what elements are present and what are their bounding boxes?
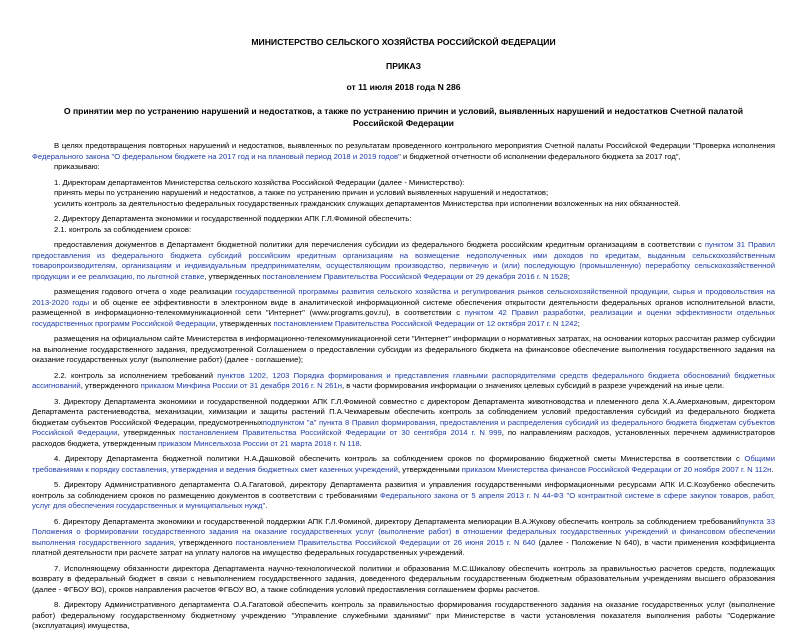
document-link[interactable]: приказом Минфина России от 31 декабря 2016 г. N 261н xyxy=(140,381,342,390)
paragraph-text: , утвержденного xyxy=(173,537,236,547)
document-link[interactable]: приказом Министерства финансов Российской Федерации от 20 ноября 2007 г. N 112н xyxy=(461,464,772,474)
paragraph xyxy=(32,371,775,392)
paragraph-text: ; xyxy=(577,318,580,328)
paragraph-text: приказываю: xyxy=(54,162,100,171)
paragraph-text: предоставления документов в Департамент бюджетной политики для перечисления субсидии из федерального бюджета российским кредитным организациям в соответствии с xyxy=(54,240,705,249)
document-link[interactable]: постановлением Правительства Российской Федерации от 29 декабря 2016 г. N 1528 xyxy=(262,271,568,281)
paragraph-text: , утвержденных xyxy=(117,428,180,437)
document-link[interactable]: пункта 33 Положения о формировании государственного задания на оказание государственных услуг (выполнение работ) в отношении федеральных государственных учреждений и финансовом обеспечении выполнения государственного задания xyxy=(32,516,775,547)
paragraph xyxy=(32,397,775,450)
paragraph-text: 7. Исполняющему обязанности директора Департамента научно-технологической политики и образования М.С.Шикалову обеспечить контроль за правильностью расчетов средств, подлежащих возврату в федеральный бюджет в связи с невыполнением государственного задания, доведенного федеральным государственным бюджетным образовательным учреждениям высшего образования (далее - ФГБОУ ВО), сроков направления расчетов ФГБОУ ВО, а также соблюдения условий предоставления соглашением формы расчетов. xyxy=(32,563,775,594)
paragraph-text: размещения годового отчета о ходе реализации xyxy=(54,287,236,296)
document-link[interactable]: пунктом 31 Правил предоставления из федерального бюджета субсидий российским кредитным организациям на возмещение недополученных ими доходов по кредитам, выданным сельскохозяйственным товаропроизводителям, организациям и индивидуальным предпринимателям, осуществляющим производство, первичную и (или) последующую (промышленную) переработку сельскохозяйственной продукции и ее реализацию, по льготной ставке xyxy=(32,240,775,281)
paragraph xyxy=(32,334,775,366)
paragraph-text: усилить контроль за деятельностью федеральных государственных гражданских служащих департаментов Министерства при исполнении возложенных на них обязанностей. xyxy=(54,198,681,208)
paragraph xyxy=(32,517,775,559)
paragraph-text: (далее - Положение N 640), в части применения коэффициента платной деятельности при расчете затрат на уплату налогов на имущество федеральных государственных учреждений. xyxy=(32,537,775,557)
paragraph xyxy=(32,225,775,236)
paragraph-text: и об оценке ее эффективности в электронном виде в аналитической информационной системе обеспечения открытости деятельности федеральных органов исполнительной власти, размещенной в информационно-телекоммуникационной сети "Интернет" (www.programs.gov.ru), в соответствии с xyxy=(32,297,776,317)
document-link[interactable]: Федерального закона "О федеральном бюджете на 2017 год и на плановый период 2018 и 2019 годов" xyxy=(32,151,401,161)
document-link[interactable]: постановлением Правительства Российской Федерации от 26 июня 2015 г. N 640 xyxy=(235,537,536,547)
paragraph-text: ; xyxy=(567,271,570,281)
paragraph-text: 2. Директору Департамента экономики и государственной поддержки АПК Г.Л.Фоминой обеспечить: xyxy=(54,214,412,223)
paragraph-text: 6. Директору Департамента экономики и государственной поддержки АПК Г.Л.Фоминой, директору Департамента мелиорации В.А.Жукову обеспечить контроль за соблюдением требований xyxy=(54,516,741,526)
document-type: ПРИКАЗ xyxy=(386,61,421,71)
ministry-name: МИНИСТЕРСТВО СЕЛЬСКОГО ХОЗЯЙСТВА РОССИЙСКОЙ ФЕДЕРАЦИИ xyxy=(251,37,556,47)
paragraph-text: , в части формирования информации о значениях целевых субсидий в разрезе учреждений на иные цели. xyxy=(341,381,725,390)
paragraph-text: 2.1. контроль за соблюдением сроков: xyxy=(54,224,192,234)
paragraph-text: 4. Директору Департамента бюджетной политики Н.А.Дашковой обеспечить контроль за соблюдением сроков по формированию бюджетной сметы Министерства в соответствии с xyxy=(54,454,745,463)
document-link[interactable]: постановлением Правительства Российской Федерации от 30 сентября 2014 г. N 999 xyxy=(179,428,502,437)
paragraph-text: . xyxy=(265,501,268,510)
paragraph xyxy=(32,287,775,329)
document-link[interactable]: Федерального закона от 5 апреля 2013 г. N 44-ФЗ "О контрактной системе в сфере закупок товаров, работ, услуг для обеспечения государственных и муниципальных нужд" xyxy=(32,490,775,510)
paragraph-text: , утвержденного xyxy=(80,381,141,390)
paragraph-text: 1. Директорам департаментов Министерства сельского хозяйства Российской Федерации (далее - Министерство): xyxy=(54,177,465,187)
paragraph-text: , утвержденных xyxy=(215,318,274,328)
paragraph xyxy=(32,188,775,199)
paragraph xyxy=(32,480,775,512)
paragraph xyxy=(32,141,775,162)
document-link[interactable]: пунктов 1202, 1203 Порядка формирования и представления главными распорядителями средств федерального бюджета обоснований бюджетных ассигнований xyxy=(32,370,775,390)
paragraph-text: 8. Директору Административного департамента О.А.Гагатовой обеспечить контроль за правильностью формирования государственного задания на оказание государственных услуг (выполнение работ) федеральному государственному бюджетному учреждению "Управление служебными зданиями" при Министерстве в части установления показателя выполнения работы "Содержание (эксплуатация) имущества, xyxy=(32,600,775,630)
paragraph-text: 2.2. контроль за исполнением требований xyxy=(54,370,218,380)
paragraph-text: размещения на официальном сайте Министерства в информационно-телекоммуникационной сети "Интернет" информации о нормативных затратах, на основании которых рассчитан размер субсидии на выполнение государственного задания, предусмотренной Соглашением о предоставлении субсидии из федерального бюджета на финансовое обеспечение выполнения государственного задания на оказание государственных услуг (выполнение работ) (далее - соглашение); xyxy=(32,334,775,364)
document-link[interactable]: подпунктом "а" пункта 8 Правил формирования, предоставления и распределения субсидий из федерального бюджета бюджетам субъектов Российской Федерации xyxy=(32,417,775,437)
paragraph-text: . xyxy=(359,438,362,448)
document-link[interactable]: Общими требованиями к порядку составления, утверждения и ведения бюджетных смет казенных учреждений xyxy=(32,454,775,474)
paragraph-text: , утвержденными xyxy=(397,464,462,474)
document-link[interactable]: постановлением Правительства Российской Федерации от 12 октября 2017 г. N 1242 xyxy=(273,318,578,328)
document-link[interactable]: приказом Минсельхоза России от 21 марта 2018 г. N 118 xyxy=(158,438,360,448)
paragraph-text: . xyxy=(771,464,774,474)
paragraph xyxy=(32,214,775,225)
paragraph-text: , по направлениям расходов, установленных перечнем администраторов расходов бюджета, утвержденным xyxy=(32,428,775,448)
paragraph-text: принять меры по устранению нарушений и недостатков, а также по устранению причин и условий выявленных нарушений и недостатков; xyxy=(54,188,549,197)
paragraph xyxy=(32,162,775,173)
document-body xyxy=(32,141,775,632)
paragraph-text: В целях предотвращения повторных нарушений и недостатков, выявленных по результатам проведенного контрольного мероприятия Счетной палаты Российской Федерации "Проверка исполнения xyxy=(54,141,775,150)
document-link[interactable]: пунктом 42 Правил разработки, реализации и оценки эффективности отдельных государственных программ Российской Федерации xyxy=(32,308,775,328)
paragraph xyxy=(32,240,775,282)
paragraph-text: 3. Директору Департамента экономики и государственной поддержки АПК Г.Л.Фоминой совместно с директором Департамента животноводства и племенного дела Х.А.Амерхановым, директором Департамента растениеводства, механизации, химизации и защиты растений П.А.Чекмаревым обеспечить контроль за соблюдением условий предоставления субсидий из федерального бюджета бюджетам субъектов Российской Федерации, предусмотренных xyxy=(32,396,775,427)
paragraph-text: 5. Директору Административного департамента О.А.Гагатовой, директору Департамента развития и управления государственными информационными ресурсами АПК И.С.Козубенко обеспечить контроль за соблюдением сроков по размещению документов в соответствии с требованиями xyxy=(32,480,775,500)
paragraph xyxy=(32,564,775,596)
paragraph xyxy=(32,178,775,189)
document-link[interactable]: государственной программы развития сельского хозяйства и регулирования рынков сельскохозяйственной продукции, сырья и продовольствия на 2013-2020 годы xyxy=(32,287,775,307)
paragraph xyxy=(32,199,775,210)
paragraph-text: , утвержденных xyxy=(204,271,263,281)
document-title: О принятии мер по устранению нарушений и недостатков, а также по устранению причин и условий, выявленных нарушений и недостатков Счетной палатой Российской Федерации xyxy=(63,106,744,128)
document-date: от 11 июля 2018 года N 286 xyxy=(346,82,461,92)
paragraph xyxy=(32,600,775,632)
paragraph-text: и бюджетной отчетности об исполнении федерального бюджета за 2017 год", xyxy=(400,151,681,161)
paragraph xyxy=(32,454,775,475)
